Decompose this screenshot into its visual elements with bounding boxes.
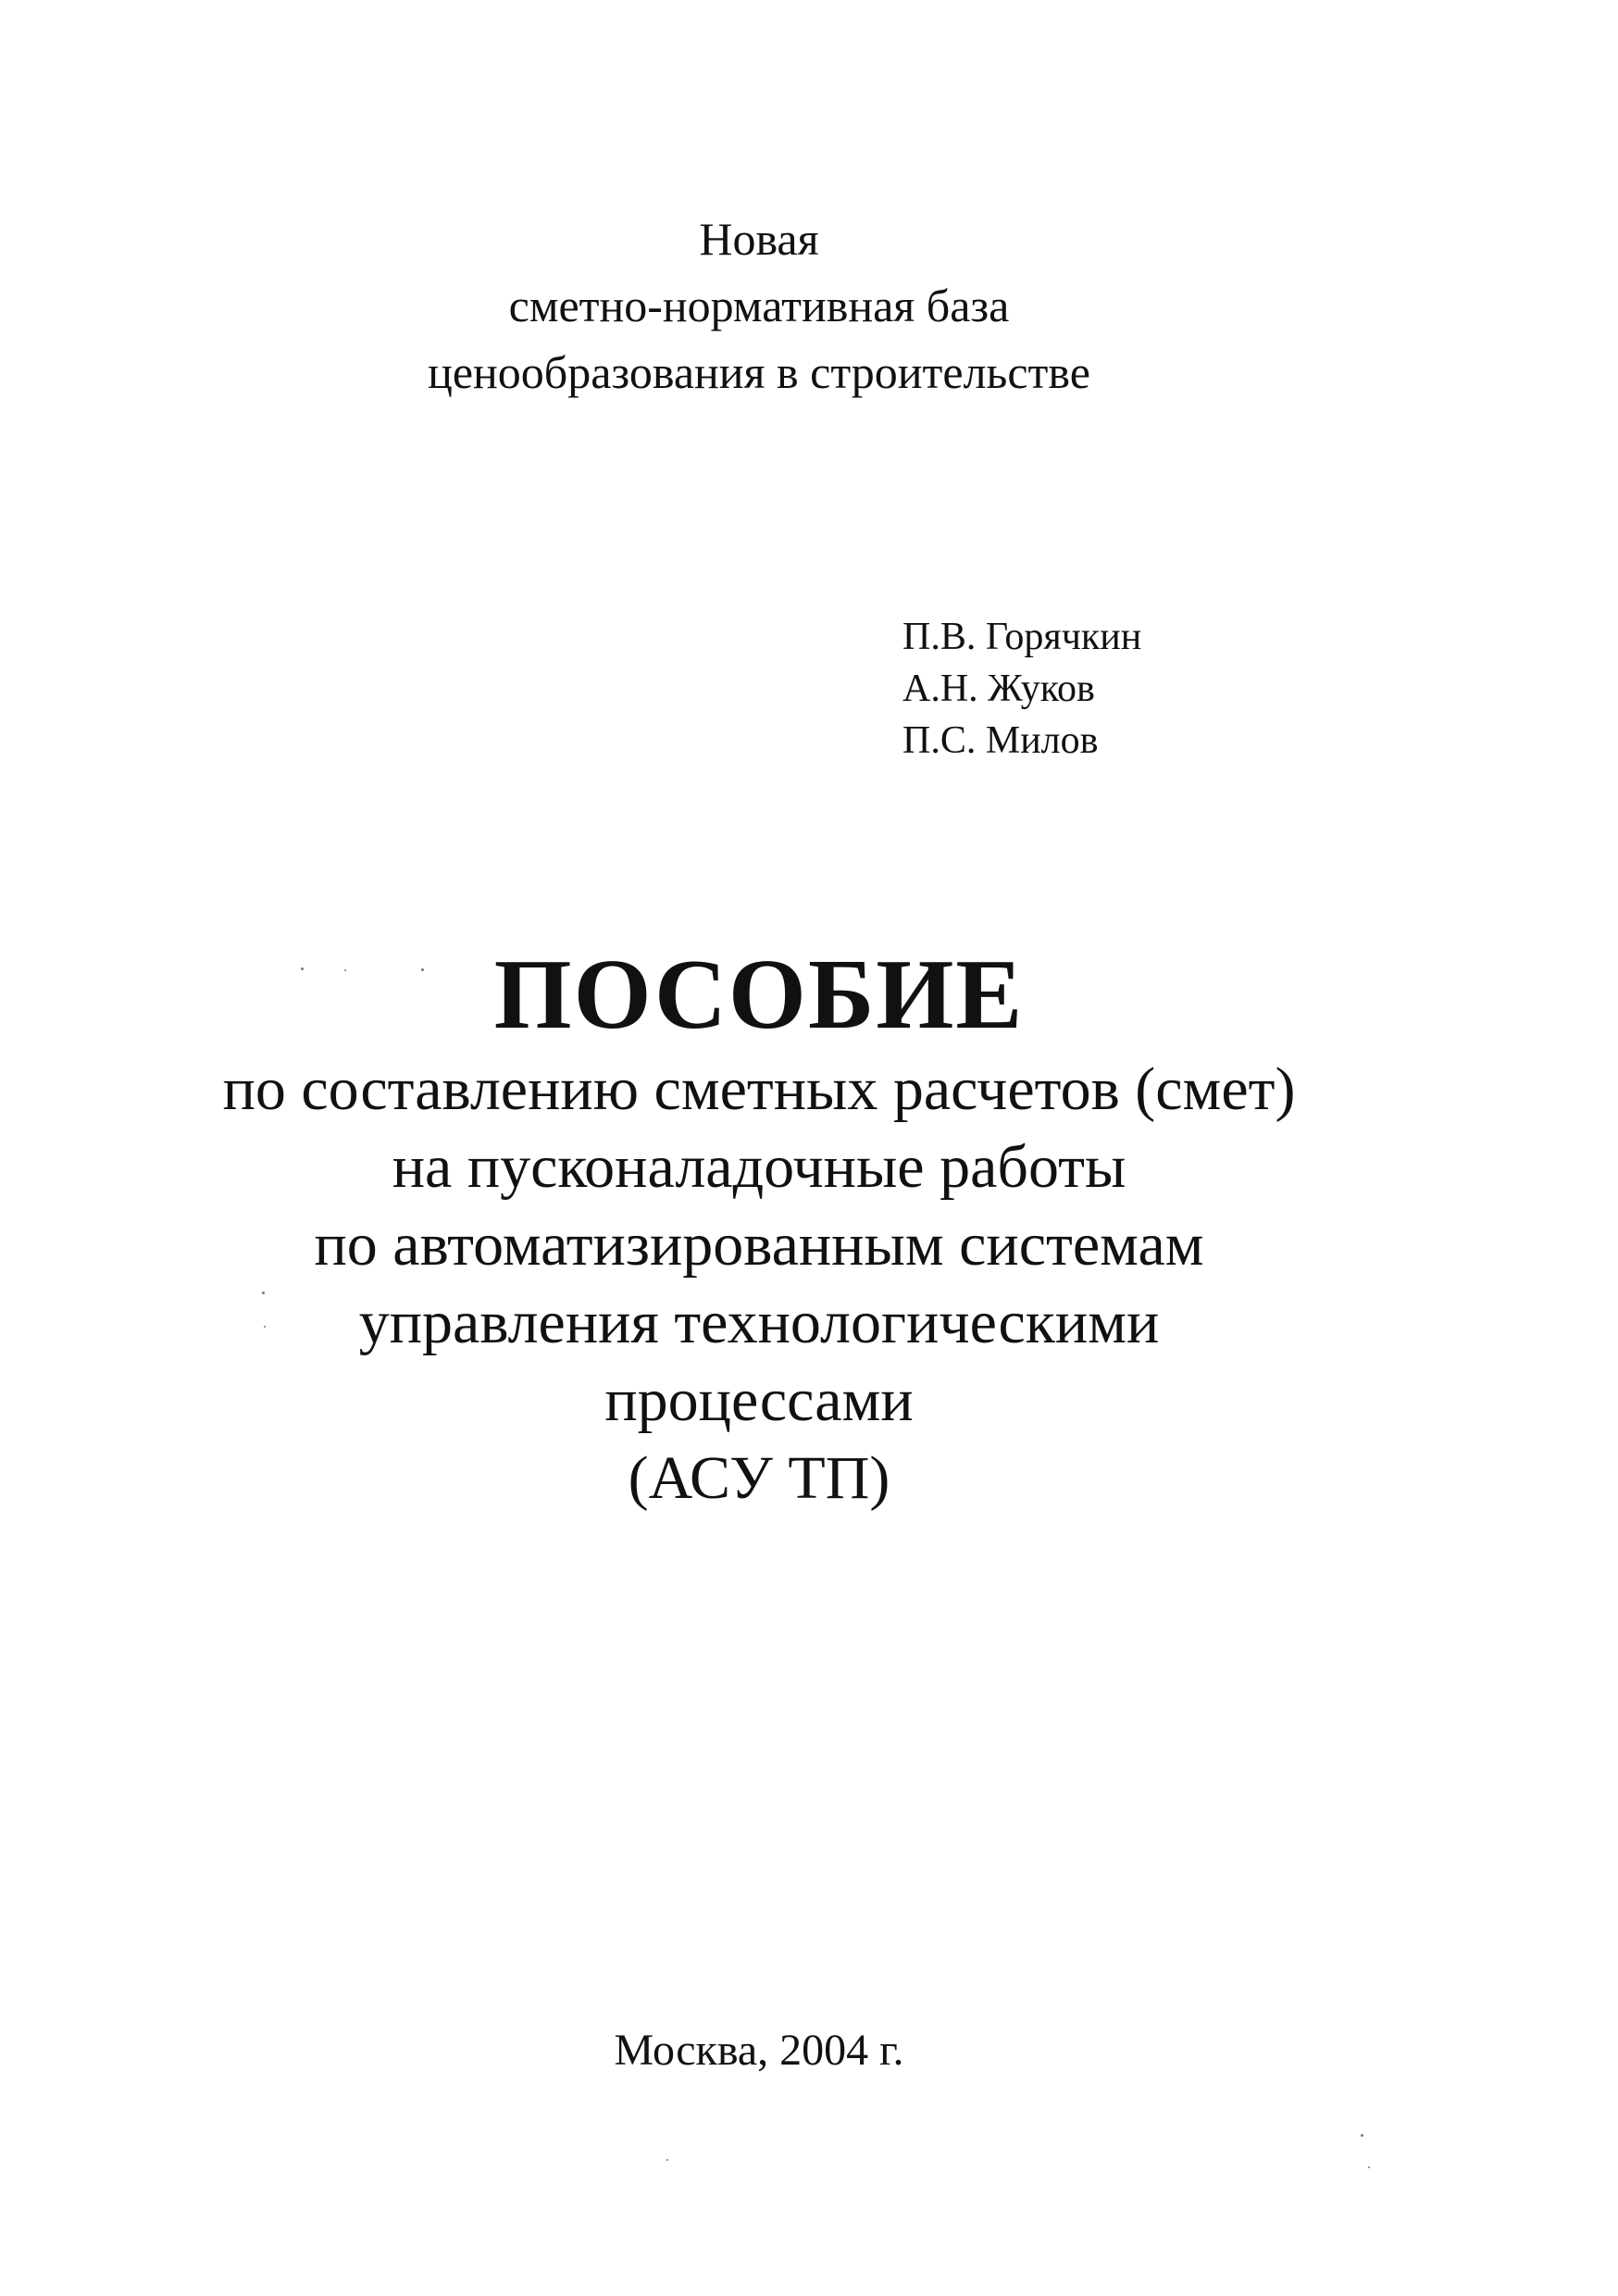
scan-speck xyxy=(666,2159,668,2161)
scan-speck xyxy=(1368,2166,1370,2168)
scan-speck xyxy=(1361,2134,1363,2137)
scan-speck xyxy=(264,1326,266,1328)
scan-speck xyxy=(421,968,424,971)
scan-speck xyxy=(301,967,304,970)
author-name: П.С. Милов xyxy=(902,719,1099,762)
authors-list xyxy=(902,611,1141,767)
subtitle-line: управления технологическими xyxy=(358,1289,1160,1356)
subtitle-line: процессами xyxy=(604,1366,914,1434)
subtitle-line: на пусконаладочные работы xyxy=(392,1133,1126,1201)
series-header xyxy=(0,206,1518,406)
subtitle-line: по автоматизированным системам xyxy=(314,1211,1204,1279)
series-header-line: сметно-нормативная база xyxy=(508,280,1010,331)
subtitle-line: по составлению сметных расчетов (смет) xyxy=(222,1055,1296,1123)
scan-speck xyxy=(262,1292,265,1294)
series-header-line: ценообразования в строительстве xyxy=(428,346,1090,398)
author-name: А.Н. Жуков xyxy=(902,668,1095,710)
document-title: ПОСОБИЕ xyxy=(493,940,1025,1050)
publication-place-year: Москва, 2004 г. xyxy=(614,2026,904,2075)
author-name: П.В. Горячкин xyxy=(902,616,1142,658)
series-header-line: Новая xyxy=(699,213,819,265)
subtitle-line: (АСУ ТП) xyxy=(628,1444,890,1512)
scan-speck xyxy=(344,969,346,971)
document-subtitle xyxy=(0,1051,1518,1517)
